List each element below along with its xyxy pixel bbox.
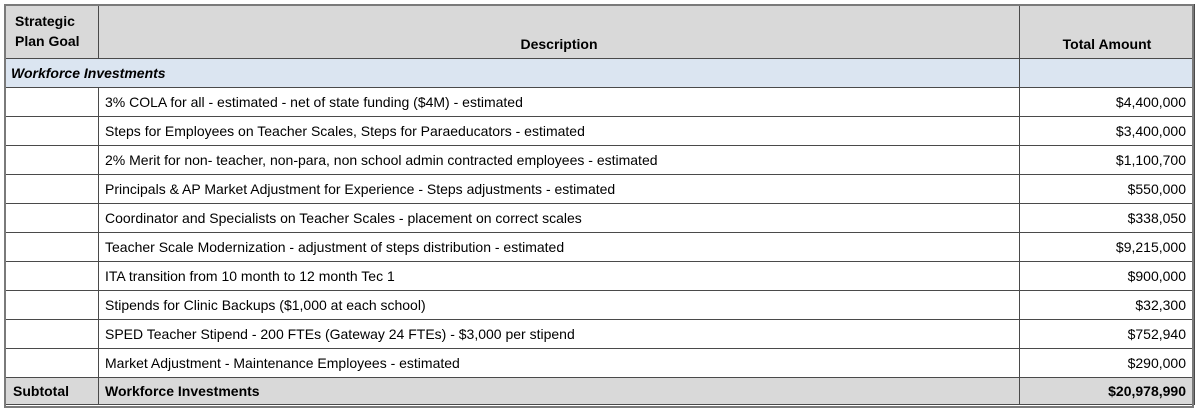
header-goal-line2: Plan Goal <box>15 33 80 49</box>
header-total-amount: Total Amount <box>1020 5 1195 59</box>
subtotal-amount: $20,978,990 <box>1020 378 1195 405</box>
description-cell: Principals & AP Market Adjustment for Experience - Steps adjustments - estimated <box>99 175 1020 204</box>
amount-cell: $9,215,000 <box>1020 233 1195 262</box>
header-goal-line1: Strategic <box>15 13 75 29</box>
description-cell: Steps for Employees on Teacher Scales, Steps for Paraeducators - estimated <box>99 117 1020 146</box>
description-cell: 3% COLA for all - estimated - net of state funding ($4M) - estimated <box>99 88 1020 117</box>
header-description: Description <box>99 5 1020 59</box>
description-cell: 2% Merit for non- teacher, non-para, non school admin contracted employees - estimated <box>99 146 1020 175</box>
description-cell: Market Adjustment - Maintenance Employees - estimated <box>99 349 1020 378</box>
description-cell: SPED Teacher Stipend - 200 FTEs (Gateway 24 FTEs) - $3,000 per stipend <box>99 320 1020 349</box>
description-cell: ITA transition from 10 month to 12 month Tec 1 <box>99 262 1020 291</box>
description-cell: Coordinator and Specialists on Teacher Scales - placement on correct scales <box>99 204 1020 233</box>
amount-cell: $752,940 <box>1020 320 1195 349</box>
amount-cell: $32,300 <box>1020 291 1195 320</box>
amount-cell: $1,100,700 <box>1020 146 1195 175</box>
description-cell: Stipends for Clinic Backups ($1,000 at each school) <box>99 291 1020 320</box>
amount-cell: $550,000 <box>1020 175 1195 204</box>
description-cell: Teacher Scale Modernization - adjustment of steps distribution - estimated <box>99 233 1020 262</box>
subtotal-label: Subtotal <box>5 378 99 405</box>
amount-cell: $900,000 <box>1020 262 1195 291</box>
amount-cell: $4,400,000 <box>1020 88 1195 117</box>
table-outer-border <box>4 4 1194 408</box>
section-title: Workforce Investments <box>5 59 1020 88</box>
amount-cell: $290,000 <box>1020 349 1195 378</box>
amount-cell: $3,400,000 <box>1020 117 1195 146</box>
amount-cell: $338,050 <box>1020 204 1195 233</box>
subtotal-description: Workforce Investments <box>99 378 1020 405</box>
